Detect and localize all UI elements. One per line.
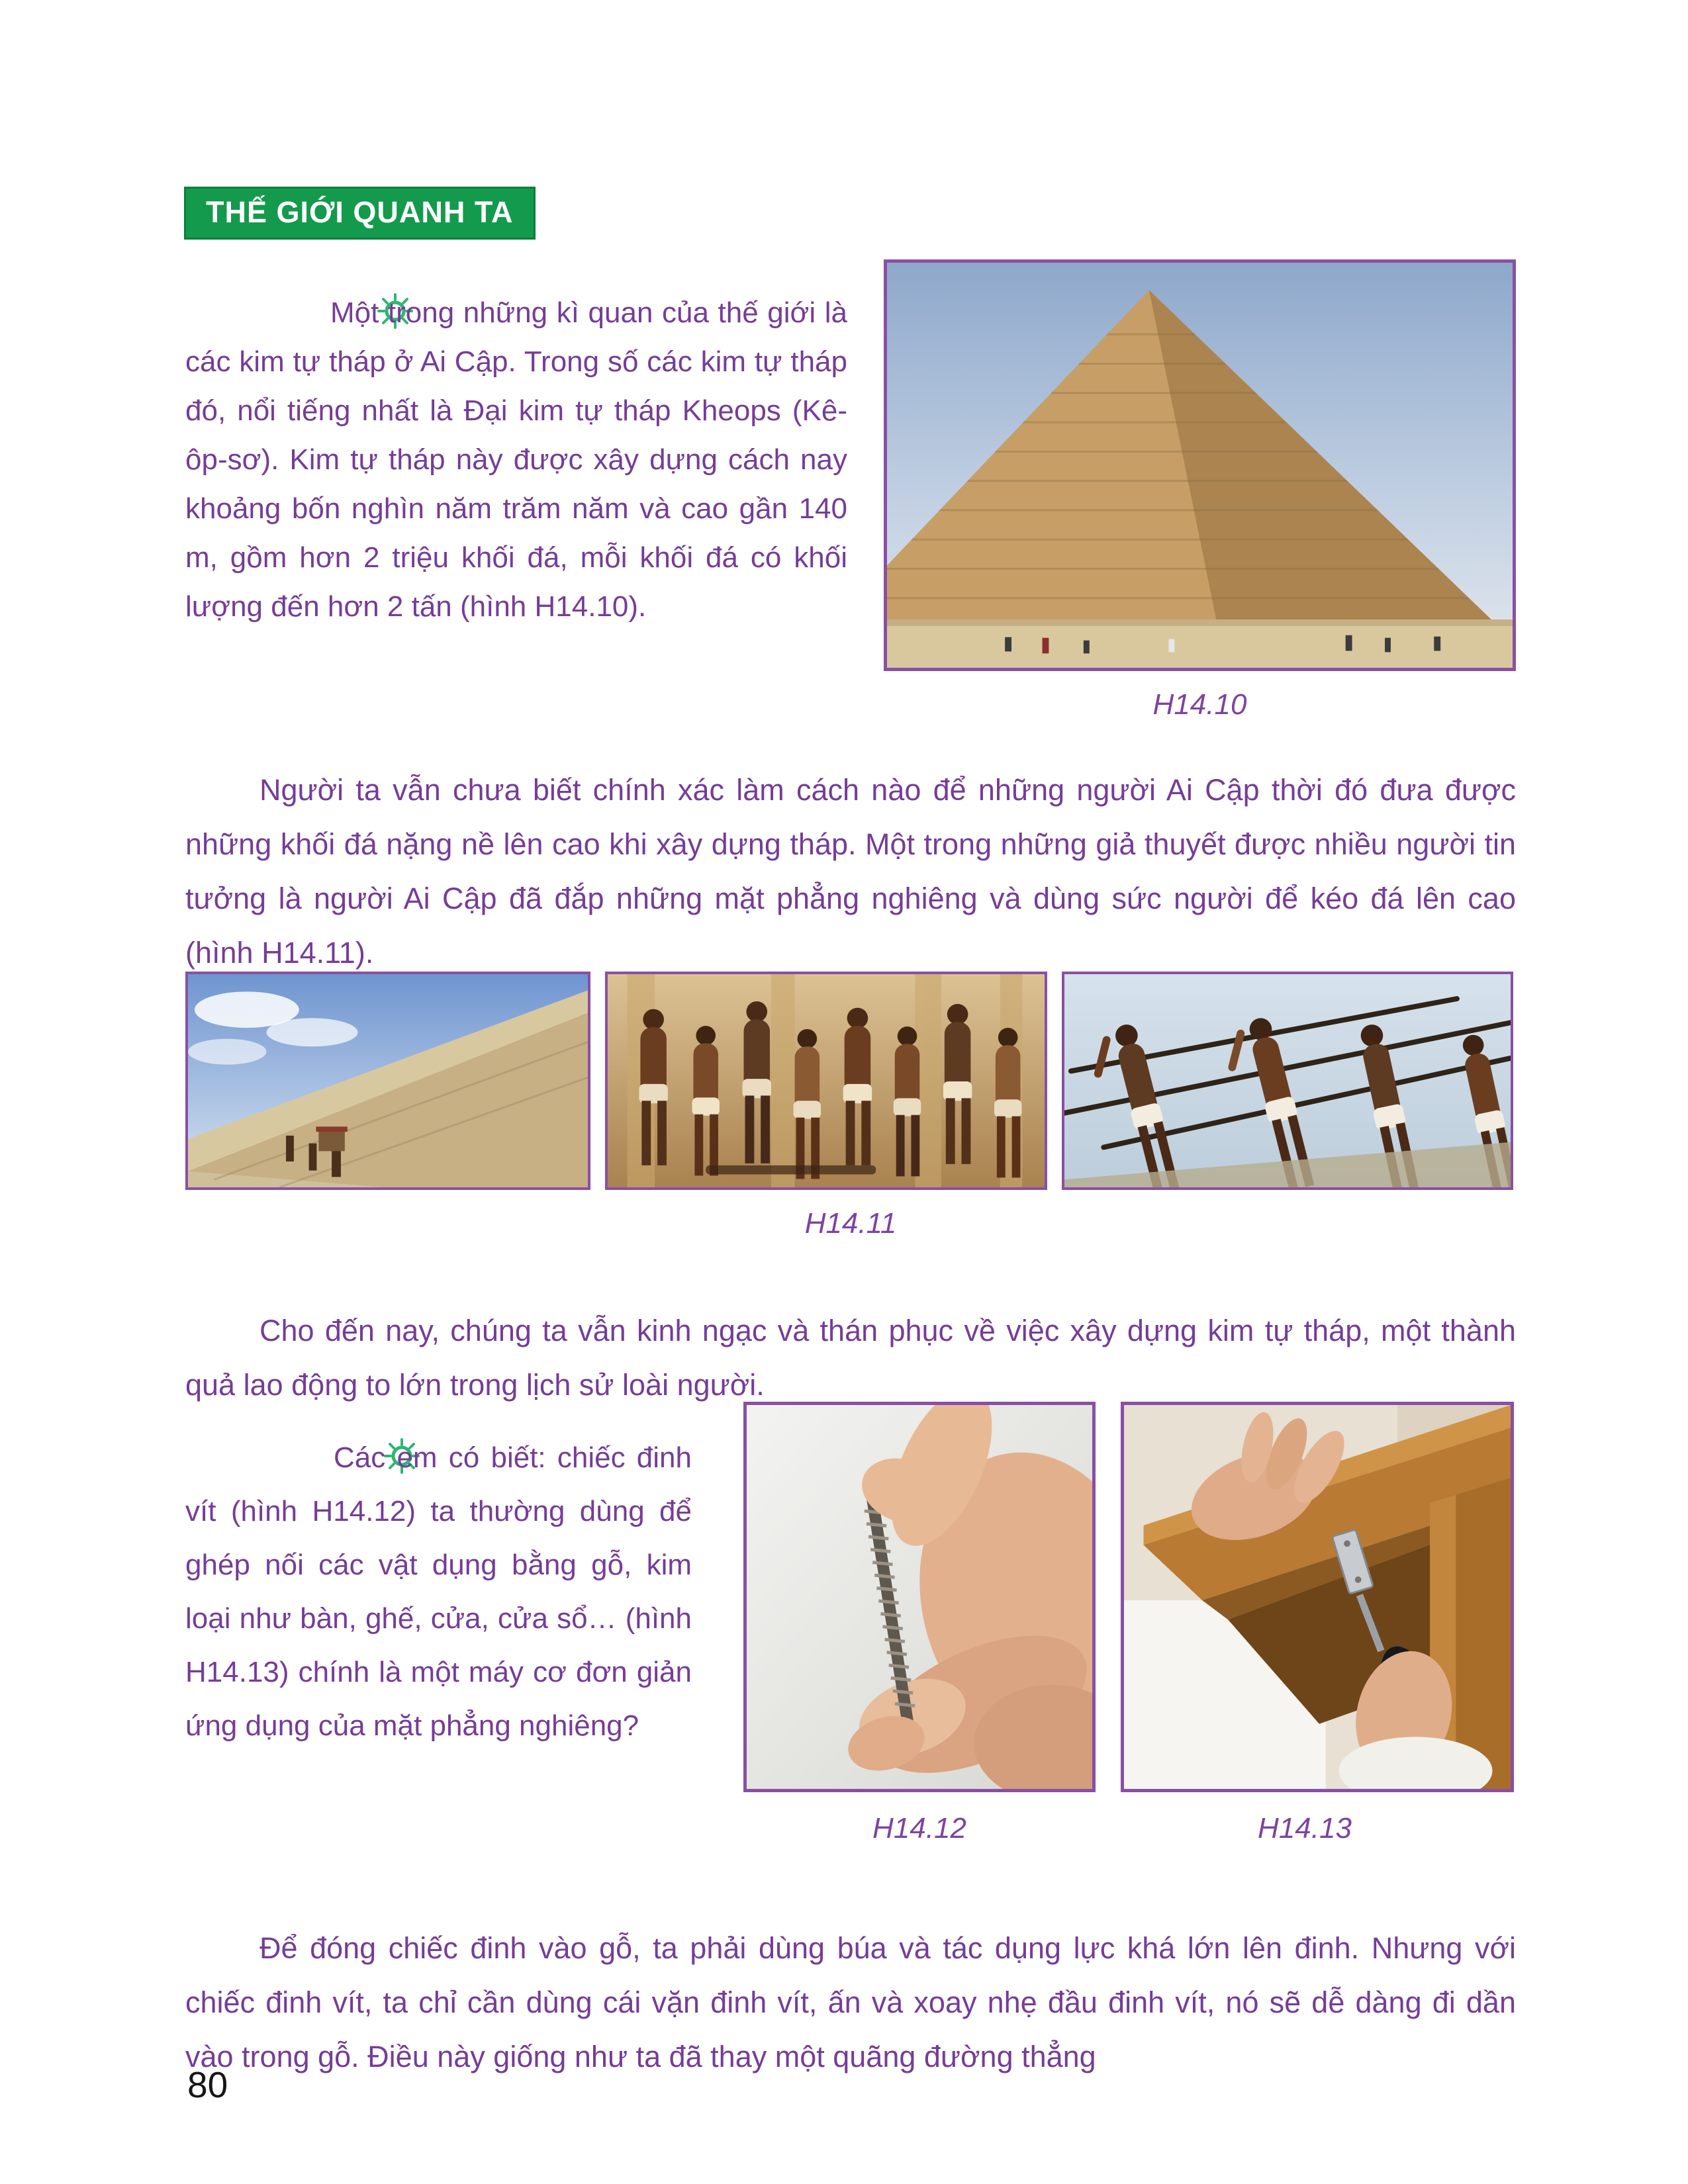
question-paragraph-text: Các em có biết: chiếc đinh vít (hình H14.12) ta thường dùng để ghép nối các vật dụng bằng gỗ, kim loại như bàn, ghế, cửa, cửa sổ… (hình H14.13) chính là một máy cơ đơn giản ứng dụng của mặt phẳng nghiêng? [185,1441,692,1742]
intro-paragraph [185,289,847,692]
question-section [185,1402,1516,1845]
sun-icon [285,1437,320,1473]
screwdriver-door-frame-photo [1121,1402,1514,1792]
sun-icon [281,293,317,329]
great-pyramid-photo [884,259,1516,671]
paragraph-3: Cho đến nay, chúng ta vẫn kinh ngạc và thán phục về việc xây dựng kim tự tháp, một thành quả lao động to lớn trong lịch sử loài người. [185,1314,1516,1402]
paragraph-2: Người ta vẫn chưa biết chính xác làm cách nào để những người Ai Cập thời đó đưa được những khối đá nặng nề lên cao khi xây dựng tháp. Một trong những giả thuyết được nhiều người tin tưởng là người Ai Cập đã đắp những mặt phẳng nghiêng và dùng sức người để kéo đá lên cao (hình H14.11). [185,773,1516,970]
workers-pulling-photo [605,972,1047,1190]
figure-caption-h14-12: H14.12 [872,1812,966,1844]
figure-caption-h14-13: H14.13 [1258,1812,1352,1844]
figure-h14-13 [1096,1402,1514,1845]
figure-h14-12 [743,1402,1096,1845]
intro-section [185,259,1516,721]
question-paragraph [185,1431,692,1816]
intro-paragraph-text: Một trong những kì quan của thế giới là các kim tự tháp ở Ai Cập. Trong số các kim tự tháp đó, nổi tiếng nhất là Đại kim tự tháp Kheops (Kê-ôp-sơ). Kim tự tháp này được xây dựng cách nay khoảng bốn nghìn năm trăm năm và cao gần 140 m, gồm hơn 2 triệu khối đá, mỗi khối đá có khối lượng đến hơn 2 tấn (hình H14.10). [185,296,847,623]
pyramid-ramp-photo [185,972,590,1190]
page-number: 80 [187,2064,228,2105]
figure-h14-11 [185,972,1516,1240]
figure-h14-10 [884,259,1516,721]
workers-carrying-poles-photo [1062,972,1513,1190]
section-badge [184,187,536,240]
figure-caption-h14-10: H14.10 [1152,688,1247,721]
screw-in-hand-photo [743,1402,1096,1792]
section-badge-label: THẾ GIỚI QUANH TA [206,195,514,229]
paragraph-5: Để đóng chiếc đinh vào gỗ, ta phải dùng búa và tác dụng lực khá lớn lên đinh. Nhưng với chiếc đinh vít, ta chỉ cần dùng cái vặn đinh vít, ấn và xoay nhẹ đầu đinh vít, nó sẽ dễ dàng đi dần vào trong gỗ. Điều này giống như ta đã thay một quãng đường thẳng [185,1931,1516,2073]
figure-caption-h14-11: H14.11 [804,1207,897,1240]
